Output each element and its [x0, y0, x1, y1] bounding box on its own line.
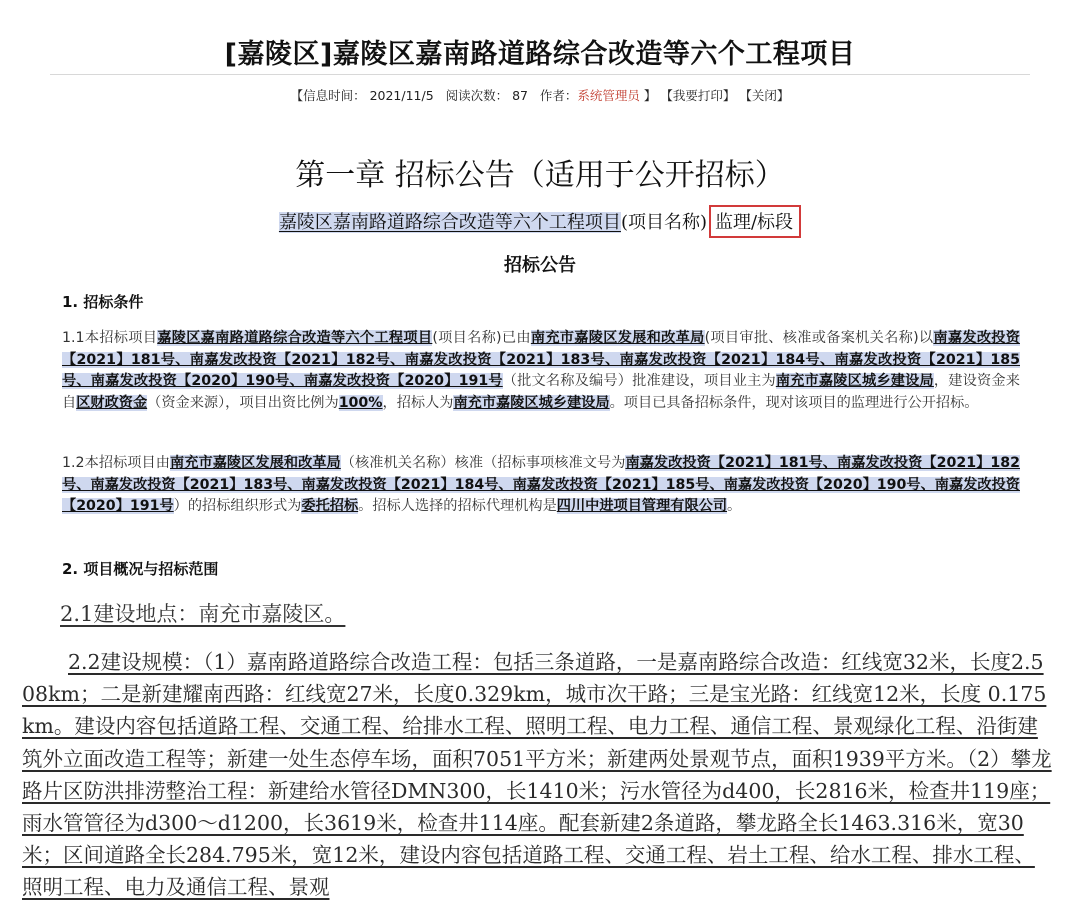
p11-highlight-5: 区财政资金 [76, 394, 148, 411]
chapter-title: 第一章 招标公告（适用于公开招标） [295, 158, 785, 193]
p11-text-1: 1.1本招标项目 [62, 330, 158, 346]
p11-highlight-7: 南充市嘉陵区城乡建设局 [453, 394, 610, 411]
p11-text-6: （资金来源），项目出资比例为 [147, 394, 339, 411]
paragraph-2-2: 2.2建设规模：（1）嘉南路道路综合改造工程：包括三条道路，一是嘉南路综合改造：红线宽32米，长度2.508km；二是新建耀南西路：红线宽27米，长度0.329km，城市次干路；三是宝光路：红线宽12米，长度 0.175km。建设内容包括道路工程、交通工程、给排水工程、照明工程、电力工程、通信工程、景观绿化工程、沿街建筑外立面改造工程等；新建一处生态停车场，面积7051平方米；新建两处景观节点，面积1939平方米。（2）攀龙路片区防洪排涝整治工程：新建给水管径DMN300，长1410米；污水管径为d400，长2816米，检查井119座；雨水管管径为d300～d1200，长3619米，检查井114座。配套新建2条道路，攀龙路全长1463.316米，宽30米；区间道路全长284.795米，宽12米，建设内容包括道路工程、交通工程、岩土工程、给水工程、排水工程、照明工程、电力及通信工程、景观 [22, 650, 1052, 900]
p12-text-4: 。招标人选择的招标代理机构是 [358, 498, 557, 514]
p11-highlight-3: 南嘉发改投资【2021】181号、南嘉发改投资【2021】182号、南嘉发改投资【2021】183号、南嘉发改投资【2021】184号、南嘉发改投资【2021】185号、南嘉发改投资【2020】190号、南嘉发改投资【2020】191号 [62, 330, 1020, 389]
print-link[interactable]: 【我要打印】 [660, 88, 736, 103]
paragraph-2-1: 2.1建设地点：南充市嘉陵区。 [60, 602, 346, 626]
p12-text-3: ）的招标组织形式为 [173, 498, 302, 514]
p12-highlight-2: 南嘉发改投资【2021】181号、南嘉发改投资【2021】182号、南嘉发改投资【2021】183号、南嘉发改投资【2021】184号、南嘉发改投资【2021】185号、南嘉发改投资【2020】190号、南嘉发改投资【2020】191号 [62, 455, 1020, 514]
info-time-value: 2021/11/5 [369, 88, 434, 103]
p11-text-7: ，招标人为 [382, 394, 454, 411]
p11-highlight-2: 南充市嘉陵区发展和改革局 [530, 330, 705, 346]
p11-highlight-4: 南充市嘉陵区城乡建设局 [775, 373, 934, 389]
p12-text-1: 1.2本招标项目由 [62, 455, 170, 471]
reads-value: 87 [512, 88, 528, 103]
p11-text-3: (项目审批、核准或备案机关名称)以 [704, 330, 934, 346]
project-name: 嘉陵区嘉南路道路综合改造等六个工程项目 [278, 212, 621, 233]
author-close: 】 [643, 88, 657, 103]
p11-text-8: 。项目已具备招标条件，现对该项目的监理进行公开招标。 [609, 394, 979, 411]
p12-highlight-3: 委托招标 [301, 498, 359, 514]
p12-text-2: （核准机关名称）核准（招标事项核准文号为 [340, 455, 626, 471]
project-name-line [0, 205, 1080, 238]
paragraph-1-2 [62, 453, 1020, 518]
title-divider [50, 74, 1030, 75]
author-name: 系统管理员 [577, 88, 640, 103]
reads-label: 阅读次数： [445, 88, 509, 103]
section-1-title: 1. 招标条件 [62, 293, 144, 311]
info-time-label: 【信息时间： [290, 88, 366, 103]
paragraph-1-1 [62, 328, 1020, 414]
p11-highlight-1: 嘉陵区嘉南路道路综合改造等六个工程项目 [157, 330, 433, 346]
close-link[interactable]: 【关闭】 [739, 88, 790, 103]
info-bar [0, 86, 1080, 104]
p11-highlight-6: 100% [338, 394, 383, 411]
p12-highlight-1: 南充市嘉陵区发展和改革局 [170, 455, 341, 471]
p11-text-4: （批文名称及编号）批准建设，项目业主为 [502, 373, 776, 389]
p12-highlight-4: 四川中进项目管理有限公司 [556, 498, 728, 514]
section-2-title: 2. 项目概况与招标范围 [62, 560, 219, 578]
p11-text-2: (项目名称)已由 [432, 330, 531, 346]
p11-text-5: ，建设资金来自 [62, 373, 1020, 411]
page-title: [嘉陵区]嘉陵区嘉南路道路综合改造等六个工程项目 [224, 39, 856, 70]
author-label: 作者： [539, 88, 578, 103]
notice-title: 招标公告 [504, 255, 576, 276]
boxed-section-label: 监理/标段 [709, 205, 801, 238]
p12-text-5: 。 [727, 498, 742, 514]
project-name-suffix: (项目名称) [620, 212, 707, 233]
